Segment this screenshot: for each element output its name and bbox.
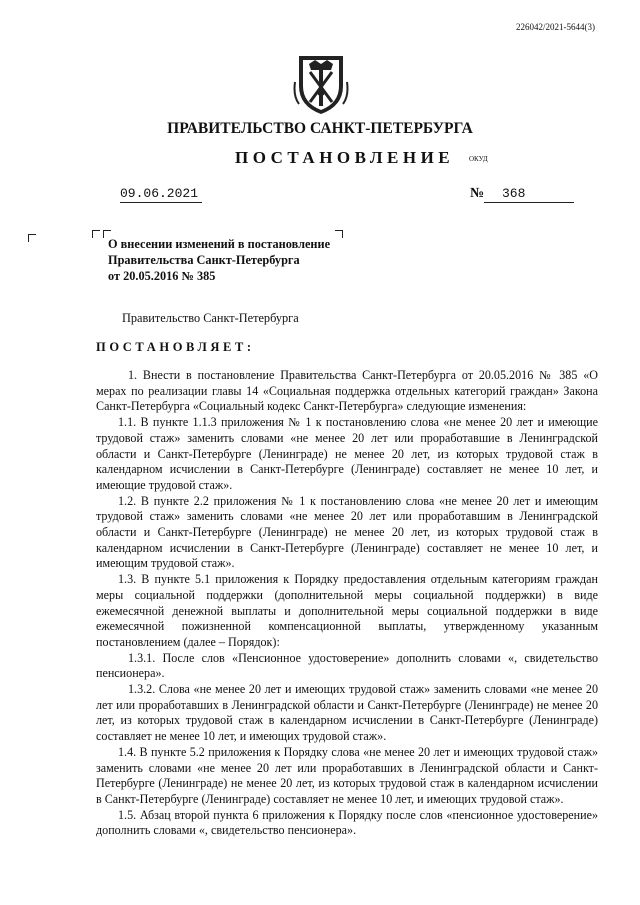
- document-type: ПОСТАНОВЛЕНИЕ: [235, 148, 455, 167]
- government-title: ПРАВИТЕЛЬСТВО САНКТ-ПЕТЕРБУРГА: [167, 120, 473, 137]
- subject-line: от 20.05.2016 № 385: [108, 269, 216, 283]
- body-text: [96, 368, 598, 839]
- paragraph: 1.3. В пункте 5.1 приложения к Порядку предоставления отдельным категориям граждан меры социальной поддержки (дополнительной меры социальной поддержки) в виде ежемесячной денежной выплаты и дополнительной меры социальной поддержки в виде ежемесячной пожизненной компенсационной выплаты, утвержденному указанным постановлением (далее – Порядок):: [96, 572, 598, 649]
- subject-corner-left: [92, 230, 100, 238]
- document-number: [484, 185, 574, 203]
- subject-line: Правительства Санкт-Петербурга: [108, 253, 300, 267]
- paragraph: 1.3.2. Слова «не менее 20 лет и имеющих трудовой стаж» заменить словами «не менее 20 лет или проработавших в Ленинградской области и Санкт-Петербурге (Ленинграде) не менее 20 лет, из которых трудовой стаж в календарном исчислении в Санкт-Петербурге (Ленинграде) составляет не менее 10 лет, и имеющих трудовой стаж».: [96, 682, 598, 744]
- paragraph: 1.5. Абзац второй пункта 6 приложения к Порядку после слов «пенсионное удостоверение» дополнить словами «, свидетельство пенсионера».: [96, 807, 598, 838]
- resolves-heading: ПОСТАНОВЛЯЕТ:: [96, 340, 255, 354]
- document-code: 226042/2021-5644(3): [516, 22, 595, 32]
- subject-line: О внесении изменений в постановление: [108, 237, 331, 251]
- coat-of-arms-icon: [293, 52, 349, 116]
- document-number-value: 368: [502, 186, 526, 201]
- paragraph: 1. Внести в постановление Правительства Санкт-Петербурга от 20.05.2016 № 385 «О мерах по реализации главы 14 «Социальная поддержка отдельных категорий граждан» Закона Санкт-Петербурга «Социальный кодекс Санкт-Петербурга» следующие изменения:: [96, 368, 598, 414]
- okud-label: ОКУД: [469, 155, 488, 163]
- paragraph: 1.1. В пункте 1.1.3 приложения № 1 к постановлению слова «не менее 20 лет и имеющие трудовой стаж» заменить словами «не менее 20 лет или проработавшие в Ленинградской области и Санкт-Петербурге (Ленинграде) не менее 20 лет, из которых трудовой стаж в календарном исчислении в Санкт-Петербурге (Ленинграде) составляет не менее 10 лет, и имеющие трудовой стаж».: [96, 415, 598, 492]
- subject-block: [108, 236, 358, 284]
- margin-corner-mark: [28, 234, 36, 242]
- issuer: Правительство Санкт-Петербурга: [122, 311, 299, 325]
- paragraph: 1.3.1. После слов «Пенсионное удостоверение» дополнить словами «, свидетельство пенсионера».: [96, 650, 598, 681]
- number-label: №: [470, 186, 485, 201]
- paragraph: 1.4. В пункте 5.2 приложения к Порядку слова «не менее 20 лет и имеющих трудовой стаж» заменить словами «не менее 20 лет или проработавших в Ленинградской области и Санкт-Петербурге (Ленинграде) не менее 20 лет, из которых трудовой стаж в календарном исчислении в Санкт-Петербурге (Ленинграде) составляет не менее 10 лет, и имеющих трудовой стаж».: [96, 744, 598, 806]
- document-date: 09.06.2021: [120, 185, 202, 203]
- paragraph: 1.2. В пункте 2.2 приложения № 1 к постановлению слова «не менее 20 лет и имеющим трудовой стаж» заменить словами «не менее 20 лет или проработавшим в Ленинградской области и Санкт-Петербурге (Ленинграде) не менее 20 лет, из которых трудовой стаж в календарном исчислении в Санкт-Петербурге (Ленинграде) составляет не менее 10 лет, и имеющим трудовой стаж».: [96, 493, 598, 571]
